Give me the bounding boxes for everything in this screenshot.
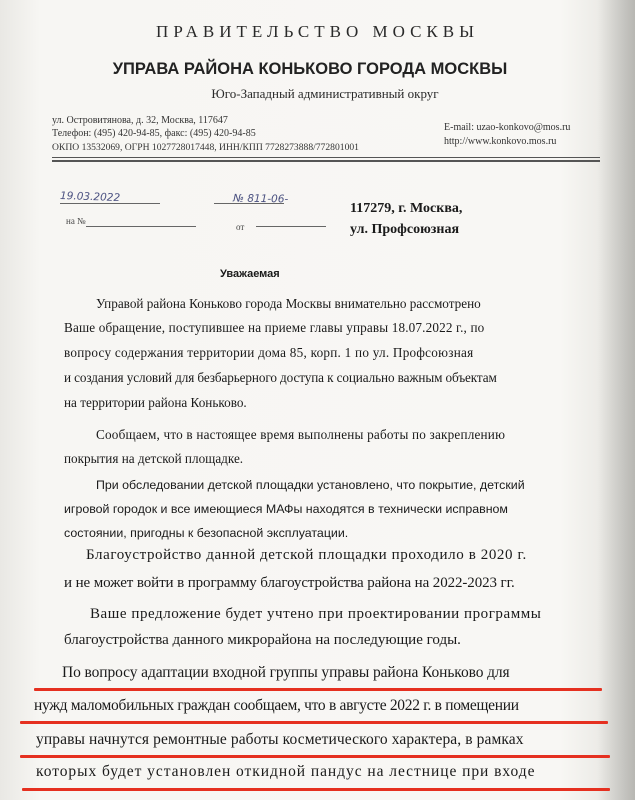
body-line: благоустройства данного микрорайона на последующие годы. [64,632,461,648]
body-line: покрытия на детской площадке. [64,451,244,466]
email-line: E-mail: uzao-konkovo@mos.ru [444,122,571,133]
ref-date-field-line [256,226,326,227]
body-line: и не может войти в программу благоустройства района на 2022-2023 гг. [64,575,515,591]
red-underline [20,721,608,724]
phone-line: Телефон: (495) 420-94-85, факс: (495) 420-94-85 [52,128,256,139]
body-line: Сообщаем, что в настоящее время выполнены работы по закреплению [96,427,506,442]
handwritten-date: 19.03.2022 [59,189,121,205]
letterhead-divider-bottom [52,160,600,162]
body-line: на территории района Коньково. [64,395,247,410]
ref-date-label: от [236,222,245,232]
ref-number-label: на № [66,216,86,226]
handwritten-number: № 811-06- [232,192,289,206]
highlighted-line: управы начнутся ремонтные работы косметического характера, в рамках [36,731,524,748]
ref-number-field-line [86,226,196,227]
highlighted-line: нужд маломобильных граждан сообщаем, что в августе 2022 г. в помещении [34,697,519,714]
codes-line: ОКПО 13532069, ОГРН 1027728017448, ИНН/КПП 7728273888/772801001 [52,142,359,153]
greeting: Уважаемая [220,268,280,280]
highlighted-line: По вопросу адаптации входной группы управы района Коньково для [62,664,510,681]
body-line: Ваше предложение будет учтено при проектировании программы [90,606,542,622]
body-line: Ваше обращение, поступившее на приеме главы управы 18.07.2022 г., по [64,320,485,335]
organization-heading: УПРАВА РАЙОНА КОНЬКОВО ГОРОДА МОСКВЫ [112,60,508,78]
body-line: игровой городок и все имеющиеся МАФы находятся в технически исправном [64,502,508,516]
letterhead-divider-top [52,157,600,158]
body-line: состоянии, пригодны к безопасной эксплуатации. [64,526,349,540]
website-line: http://www.konkovo.mos.ru [444,136,557,147]
red-underline [22,788,610,791]
government-heading: ПРАВИТЕЛЬСТВО МОСКВЫ [156,22,479,41]
red-underline [20,755,610,758]
highlighted-line: которых будет установлен откидной пандус на лестнице при входе [36,763,536,780]
recipient-city: 117279, г. Москва, [350,201,463,216]
recipient-street: ул. Профсоюзная [350,222,460,237]
address-line: ул. Островитянова, д. 32, Москва, 117647 [52,115,228,126]
body-line: При обследовании детской площадки установлено, что покрытие, детский [96,478,525,492]
body-line: и создания условий для безбарьерного доступа к социально важным объектам [64,370,497,385]
body-line: вопросу содержания территории дома 85, корп. 1 по ул. Профсоюзная [64,345,474,360]
body-line: Благоустройство данной детской площадки проходило в 2020 г. [86,547,527,563]
red-underline [34,688,602,691]
district-subheading: Юго-Западный административный округ [211,86,439,101]
body-line: Управой района Коньково города Москвы внимательно рассмотрено [96,296,481,311]
page-edge-shadow [597,0,635,800]
